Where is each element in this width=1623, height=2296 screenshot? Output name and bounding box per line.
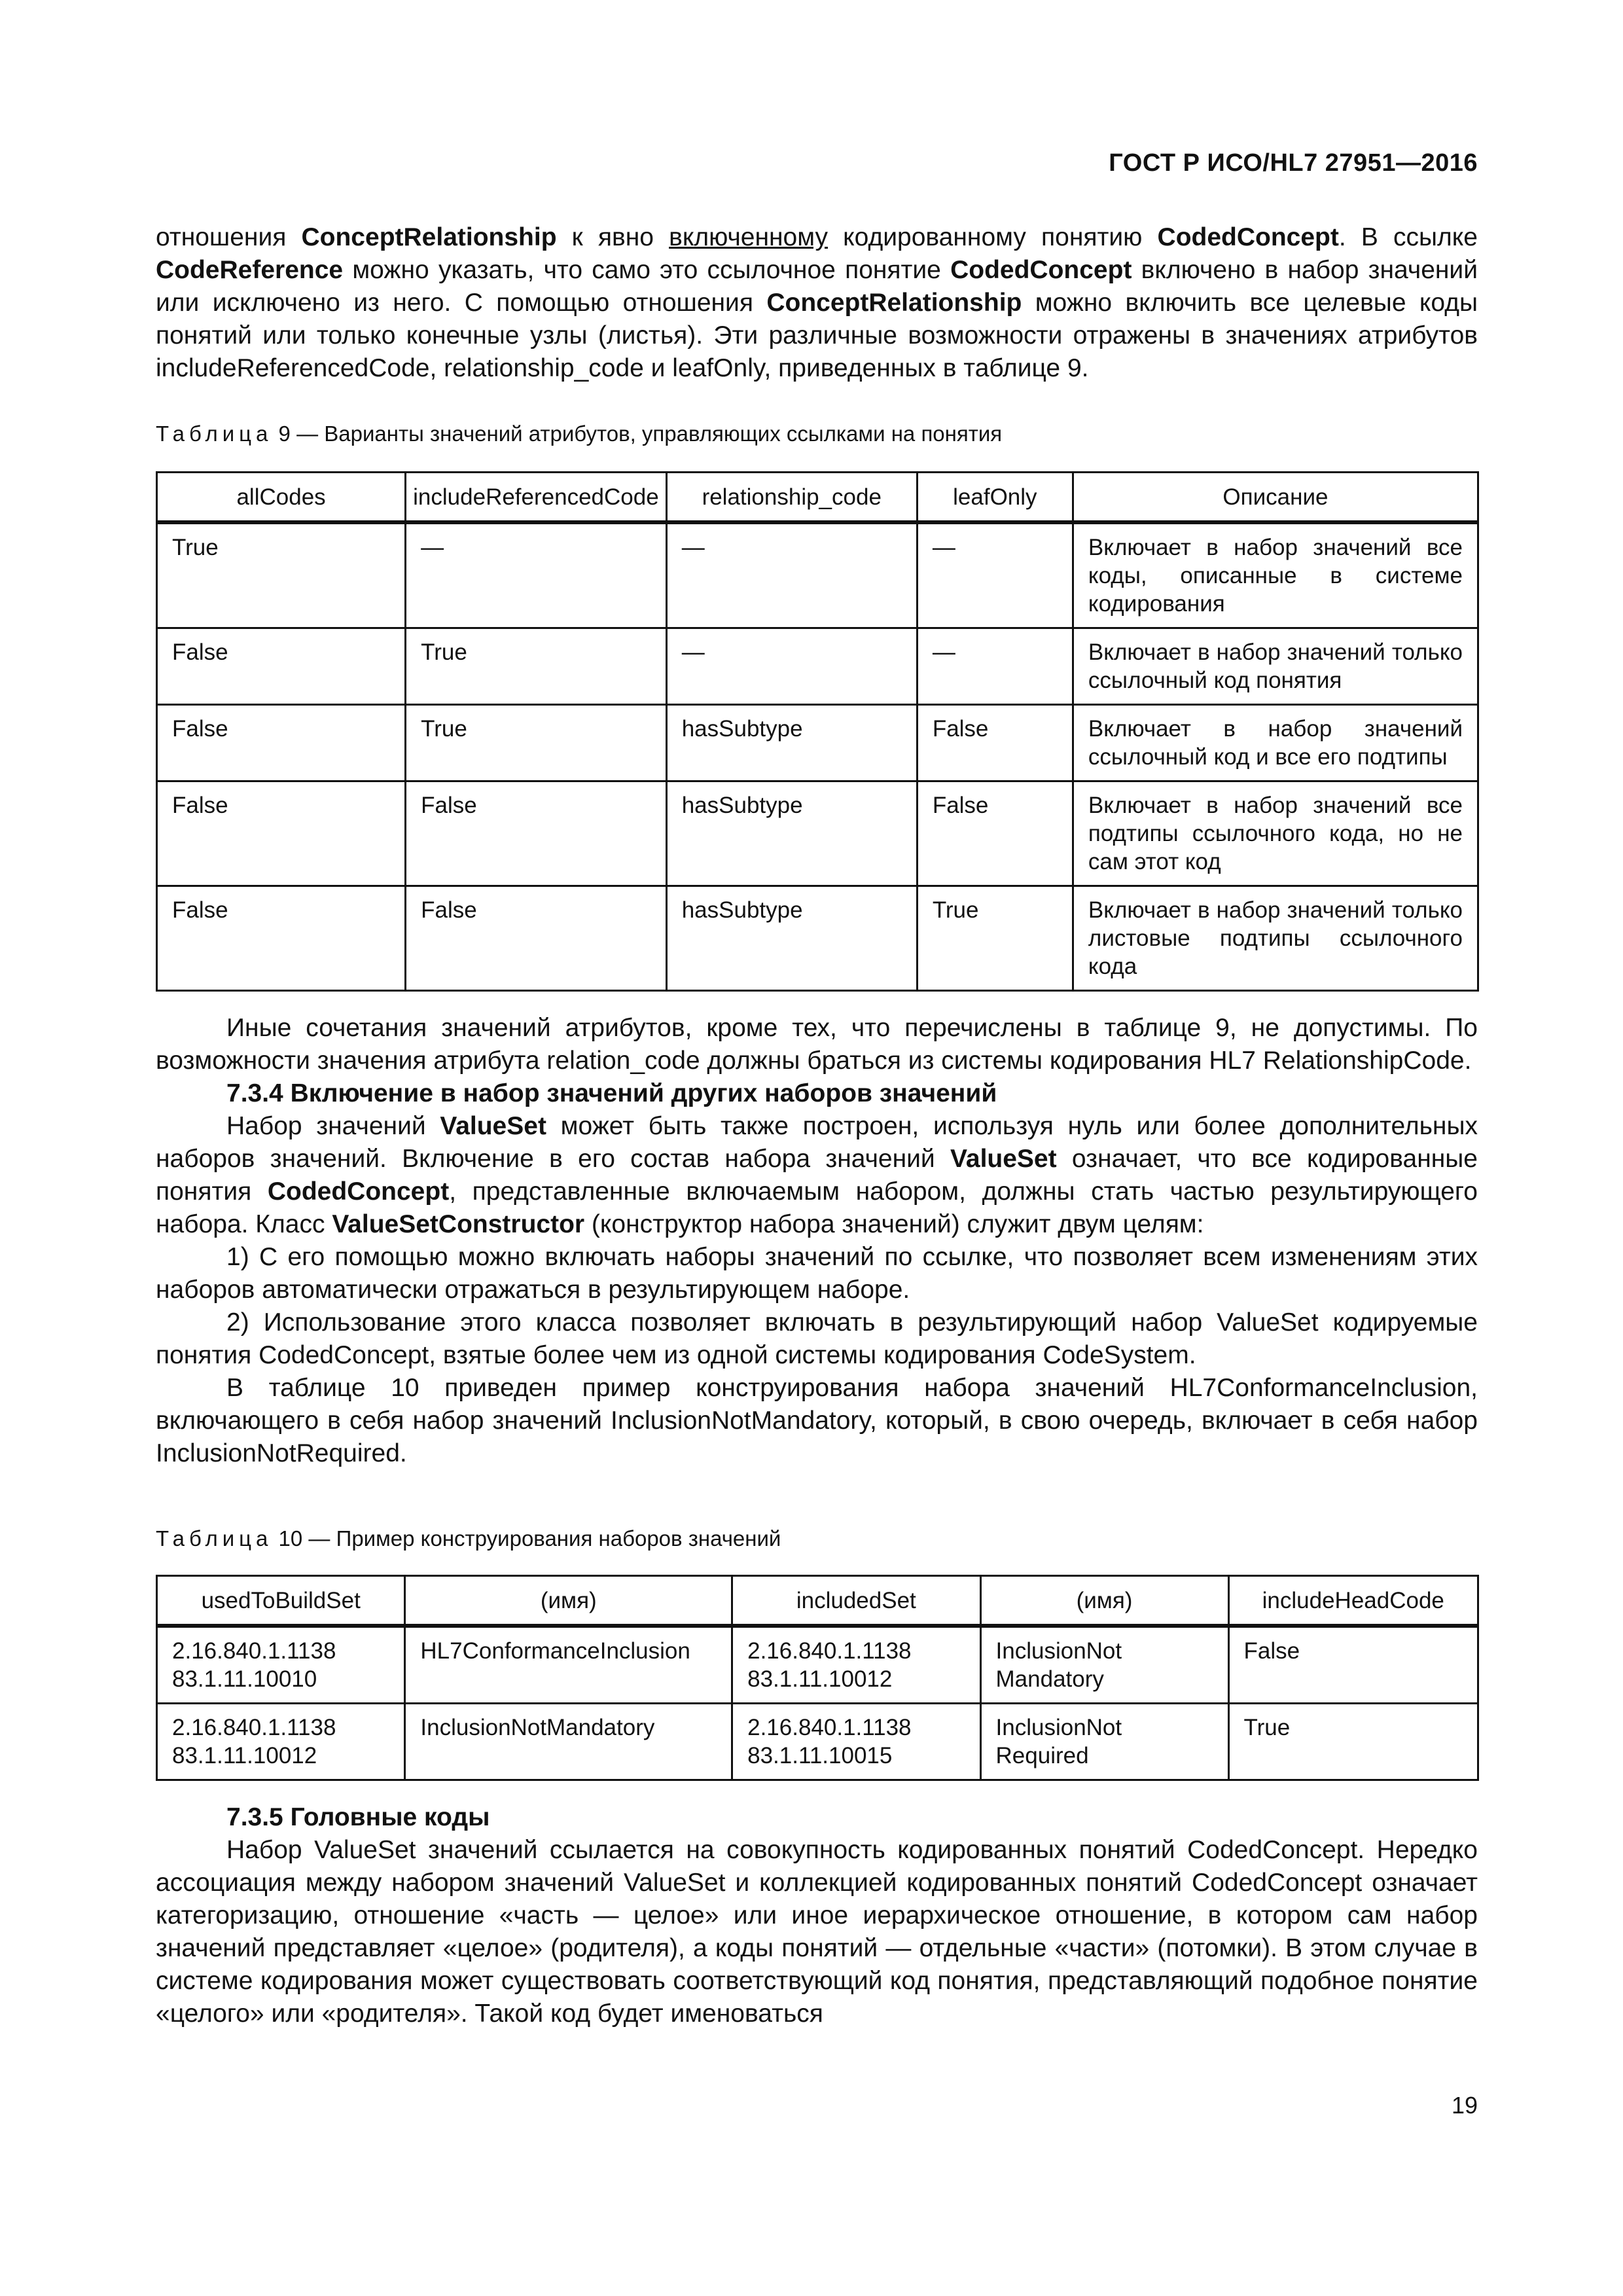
table-cell: 2.16.840.1.1138 83.1.11.10012 [157, 1704, 405, 1780]
table-cell: False [917, 705, 1073, 781]
text-run: (конструктор набора значений) служит двум целям: [584, 1210, 1204, 1238]
paragraph-text: 2) Использование этого класса позволяет включать в результирующий набор ValueSet кодируемые понятия CodedConcept, взятые более чем из одной системы кодирования CodeSystem. [156, 1308, 1478, 1369]
paragraph [156, 1012, 1478, 1077]
table-cell: 2.16.840.1.1138 83.1.11.10010 [157, 1626, 405, 1704]
table9-caption [156, 422, 1002, 446]
paragraph-text: Иные сочетания значений атрибутов, кроме тех, что перечислены в таблице 9, не допустимы. По возможности значения атрибута relation_code должны браться из системы кодирования HL7 RelationshipCode. [156, 1014, 1478, 1075]
table-row [157, 522, 1478, 628]
paragraph [156, 1372, 1478, 1470]
column-header: leafOnly [917, 473, 1073, 523]
section-7-3-5 [156, 1801, 1478, 2030]
table-row [157, 628, 1478, 705]
table-cell: — [666, 628, 917, 705]
table-cell: False [406, 886, 667, 991]
table-cell: True [406, 705, 667, 781]
text-run: кодированному понятию [828, 223, 1158, 251]
table-row [157, 781, 1478, 886]
table-cell: InclusionNot Required [980, 1704, 1228, 1780]
paragraph-text: В таблице 10 приведен пример конструирования набора значений HL7ConformanceInclusion, включающего в себя набор значений InclusionNotMandatory, который, в свою очередь, включает в себя набор InclusionNotRequired. [156, 1374, 1478, 1467]
table-cell: False [157, 781, 406, 886]
table-cell: False [406, 781, 667, 886]
table-row [157, 1704, 1478, 1780]
table-cell: — [917, 628, 1073, 705]
table-cell: False [1228, 1626, 1478, 1704]
table-header-row [157, 473, 1478, 523]
table-cell: False [917, 781, 1073, 886]
table-cell: hasSubtype [666, 781, 917, 886]
table-cell: InclusionNot Mandatory [980, 1626, 1228, 1704]
document-code-header: ГОСТ Р ИСО/HL7 27951—2016 [1109, 149, 1478, 177]
heading-text: 7.3.5 Головные коды [226, 1803, 490, 1831]
table-cell: True [917, 886, 1073, 991]
term-bold: CodedConcept [950, 256, 1132, 284]
intro-paragraph [156, 221, 1478, 385]
table-cell: True [157, 522, 406, 628]
column-header: includeReferencedCode [406, 473, 667, 523]
table-row [157, 886, 1478, 991]
paragraph-text: 1) С его помощью можно включать наборы значений по ссылке, что позволяет всем изменениям этих наборов автоматически отражаться в результирующем наборе. [156, 1243, 1478, 1304]
table-cell: 2.16.840.1.1138 83.1.11.10012 [732, 1626, 980, 1704]
text-run: Набор значений [226, 1112, 440, 1140]
table-cell: Включает в набор значений только листовые подтипы ссылочного кода [1073, 886, 1478, 991]
paragraph [156, 1110, 1478, 1241]
table-cell: — [406, 522, 667, 628]
table-cell: InclusionNotMandatory [405, 1704, 732, 1780]
column-header: allCodes [157, 473, 406, 523]
table9 [156, 471, 1479, 992]
table-cell: Включает в набор значений все подтипы ссылочного кода, но не сам этот код [1073, 781, 1478, 886]
text-run: к явно [556, 223, 669, 251]
term-bold: CodedConcept [1157, 223, 1339, 251]
table-cell: False [157, 628, 406, 705]
text-run: , представленные включаемым набором, должны стать частью результирующего набора. Класс [156, 1177, 1478, 1238]
term-bold: ConceptRelationship [301, 223, 557, 251]
column-header: includedSet [732, 1576, 980, 1626]
table-row [157, 1626, 1478, 1704]
text-run: можно включить все целевые коды понятий или только конечные узлы (листья). Эти различные возможности отражены в значениях атрибутов includeReferencedCode, relationship_code и leafOnly, приведенных в таблице 9. [156, 289, 1478, 382]
term-bold: CodedConcept [267, 1177, 450, 1206]
table-cell: — [666, 522, 917, 628]
caption-text: 9 — Варианты значений атрибутов, управляющих ссылками на понятия [272, 422, 1003, 446]
table-cell: True [1228, 1704, 1478, 1780]
table10-caption [156, 1526, 781, 1551]
caption-word: Таблица [156, 422, 273, 446]
column-header: (имя) [405, 1576, 732, 1626]
column-header: (имя) [980, 1576, 1228, 1626]
term-bold: ValueSet [950, 1145, 1057, 1173]
text-run: можно указать, что само это ссылочное понятие [343, 256, 951, 284]
table-cell: hasSubtype [666, 705, 917, 781]
column-header: relationship_code [666, 473, 917, 523]
post-table9-text [156, 1012, 1478, 1470]
text-run: означает, что все кодированные понятия [156, 1145, 1478, 1206]
table10 [156, 1575, 1479, 1781]
table-cell: HL7ConformanceInclusion [405, 1626, 732, 1704]
column-header: includeHeadCode [1228, 1576, 1478, 1626]
caption-text: 10 — Пример конструирования наборов значений [272, 1526, 781, 1551]
table-cell: — [917, 522, 1073, 628]
text-run: отношения [156, 223, 302, 251]
section-heading-7-3-4 [156, 1077, 1478, 1110]
term-bold: ConceptRelationship [766, 289, 1022, 317]
page-number: 19 [1451, 2092, 1478, 2119]
table-cell: True [406, 628, 667, 705]
text-run: включено в набор значений или исключено из него. С помощью отношения [156, 256, 1478, 317]
list-item [156, 1241, 1478, 1306]
table-cell: Включает в набор значений только ссылочный код понятия [1073, 628, 1478, 705]
section-heading-7-3-5 [156, 1801, 1478, 1834]
text-run: . В ссылке [1338, 223, 1478, 251]
table-cell: Включает в набор значений ссылочный код и все его подтипы [1073, 705, 1478, 781]
column-header: Описание [1073, 473, 1478, 523]
table-cell: False [157, 886, 406, 991]
term-bold: ValueSetConstructor [332, 1210, 585, 1238]
paragraph-text: Набор ValueSet значений ссылается на совокупность кодированных понятий CodedConcept. Нередко ассоциация между набором значений ValueSet и коллекцией кодированных понятий CodedConcept означает категоризацию, отношение «часть — целое» или иное иерархическое отношение, в котором сам набор значений представляет «целое» (родителя), а коды понятий — отдельные «части» (потомки). В этом случае в системе кодирования может существовать соответствующий код понятия, представляющий подобное понятие «целого» или «родителя». Такой код будет именоваться [156, 1836, 1478, 2028]
paragraph [156, 1834, 1478, 2030]
table-row [157, 705, 1478, 781]
table-cell: 2.16.840.1.1138 83.1.11.10015 [732, 1704, 980, 1780]
column-header: usedToBuildSet [157, 1576, 405, 1626]
table-cell: hasSubtype [666, 886, 917, 991]
list-item [156, 1306, 1478, 1372]
heading-text: 7.3.4 Включение в набор значений других наборов значений [226, 1079, 997, 1107]
table-header-row [157, 1576, 1478, 1626]
text-run: может быть также построен, используя нуль или более дополнительных наборов значений. Включение в его состав набора значений [156, 1112, 1478, 1173]
term-bold: CodeReference [156, 256, 344, 284]
table-cell: Включает в набор значений все коды, описанные в системе кодирования [1073, 522, 1478, 628]
table-cell: False [157, 705, 406, 781]
term-bold: ValueSet [440, 1112, 546, 1140]
term-underlined: включенному [669, 223, 828, 251]
caption-word: Таблица [156, 1526, 273, 1551]
